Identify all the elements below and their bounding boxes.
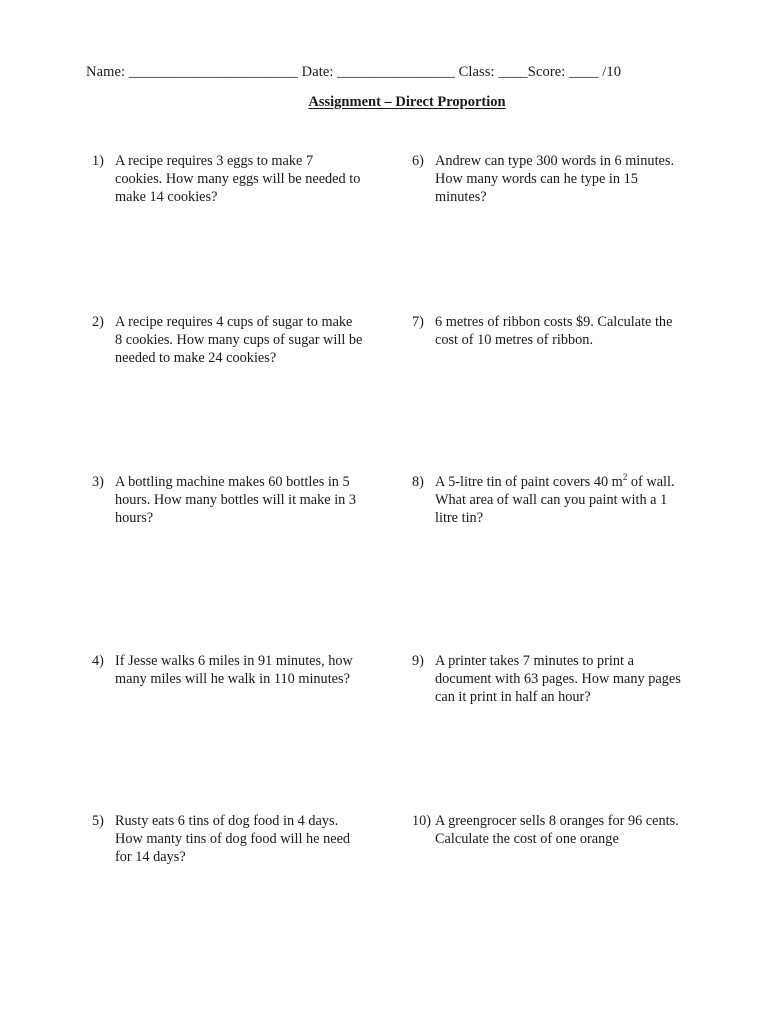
question-text: A greengrocer sells 8 oranges for 96 cents. Calculate the cost of one orange [435,813,679,847]
superscript-squared: 2 [622,472,628,482]
question-text: A printer takes 7 minutes to print a document with 63 pages. How many pages can it print in half an hour? [435,653,681,705]
question-number: 5) [92,813,104,829]
question-number: 3) [92,474,104,490]
question-text-line1: A 5-litre tin of paint covers 40 m [435,474,623,490]
question-text: A recipe requires 3 eggs to make 7 cookies. How many eggs will be needed to make 14 cookies? [115,153,361,205]
question-text: A recipe requires 4 cups of sugar to make 8 cookies. How many cups of sugar will be needed to make 24 cookies? [115,314,363,366]
question-text: A bottling machine makes 60 bottles in 5 hours. How many bottles will it make in 3 hours? [115,474,357,526]
question-number: 4) [92,653,104,669]
question-text: 6 metres of ribbon costs $9. Calculate the cost of 10 metres of ribbon. [435,314,673,348]
question-number: 6) [412,153,424,169]
page-title: Assignment – Direct Proportion [308,94,506,110]
question-text [435,473,710,527]
question-text-line1-end: of wall. [627,474,675,490]
question-number: 1) [92,153,104,169]
header-fields: Name: _______________________ Date: ________________ Class: ____Score: ____ /10 [86,64,622,80]
question-number: 7) [412,314,424,330]
question-text: Andrew can type 300 words in 6 minutes. How many words can he type in 15 minutes? [435,153,675,205]
question-text-rest: What area of wall can you paint with a 1 litre tin? [435,492,668,526]
question-number: 8) [412,474,424,490]
question-text: Rusty eats 6 tins of dog food in 4 days. How manty tins of dog food will he need for 14 days? [115,813,351,865]
question-text: If Jesse walks 6 miles in 91 minutes, how many miles will he walk in 110 minutes? [115,653,353,687]
question-number: 10) [412,813,432,829]
question-number: 2) [92,314,104,330]
question-number: 9) [412,653,424,669]
